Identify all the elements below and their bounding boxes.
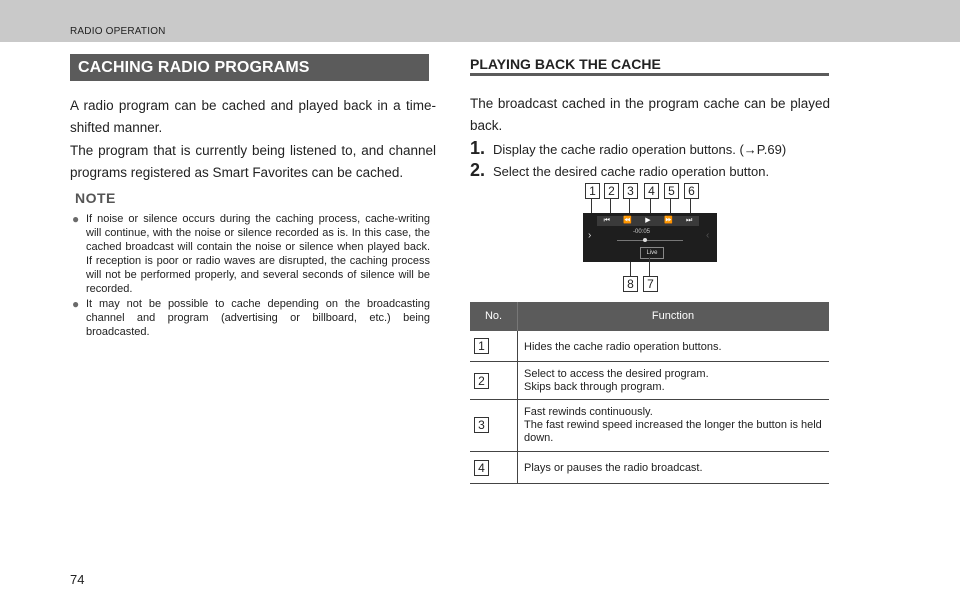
note-item [72, 212, 430, 296]
row-function [524, 400, 829, 445]
callout-2: 2 [604, 183, 619, 199]
row-function [524, 331, 829, 354]
table-header [470, 302, 829, 331]
intro-paragraph: A radio program can be cached and played back in a time-shifted manner. [70, 98, 436, 135]
progress-track [617, 240, 683, 241]
step-number: 2. [470, 160, 486, 180]
chevron-left-icon: ‹ [706, 230, 710, 241]
progress-handle [643, 238, 647, 242]
function-table [470, 302, 829, 484]
leader-line [630, 262, 631, 276]
col-no-header: No. [484, 310, 503, 322]
cache-control-bar [597, 216, 699, 226]
cache-intro: The broadcast cached in the program cache can be played back. [470, 96, 830, 133]
function-line: Skips back through program. [524, 381, 665, 393]
note-text: If noise or silence occurs during the caching process, cache-writing will continue, with the noise or silence recorded as is. In this case, the cached broadcast will contain the noise or silence when played back. If reception is poor or radio waves are disrupted, the caching process will not be performed properly, and several seconds of silence will be recorded. [86, 213, 430, 295]
play-icon: ▶ [645, 217, 651, 224]
callout-8: 8 [623, 276, 638, 292]
row-number: 3 [474, 417, 489, 433]
table-row [470, 400, 829, 452]
bullet-icon: ● [72, 297, 80, 311]
note-title: NOTE [75, 190, 116, 206]
row-function [524, 362, 829, 394]
skip-back-icon: ⏮ [603, 217, 610, 224]
col-function-header: Function [651, 310, 695, 322]
function-line: Fast rewinds continuously. [524, 406, 653, 418]
cache-screen-preview [583, 213, 717, 262]
function-line: Hides the cache radio operation buttons. [524, 341, 722, 353]
step-2 [470, 160, 769, 181]
table-row [470, 362, 829, 400]
row-number: 4 [474, 460, 489, 476]
row-no-cell [470, 452, 518, 483]
row-no-cell [470, 400, 518, 451]
leader-line [591, 199, 592, 213]
cache-paragraph: The program that is currently being listened to, and channel programs registered as Smart Favorites can be cached. [70, 143, 436, 180]
function-line: The fast rewind speed increased the longer the button is held down. [524, 419, 822, 444]
live-button: Live [640, 247, 664, 259]
page-number: 74 [70, 572, 85, 587]
leader-line [649, 257, 650, 276]
note-text: It may not be possible to cache depending on the broadcasting channel and program (advertising or billboard, etc.) being broadcasted. [86, 298, 430, 338]
table-row [470, 452, 829, 484]
row-number: 1 [474, 338, 489, 354]
rewind-icon: ⏪ [623, 217, 632, 224]
title-underline [470, 73, 829, 76]
callout-6: 6 [684, 183, 699, 199]
callout-4: 4 [644, 183, 659, 199]
function-line: Select to access the desired program. [524, 368, 709, 380]
skip-forward-icon: ⏭ [685, 217, 693, 224]
step-number: 1. [470, 138, 486, 158]
function-line: Plays or pauses the radio broadcast. [524, 462, 703, 474]
step-text: Display the cache radio operation buttons. (→P.69) [493, 142, 787, 157]
table-row [470, 331, 829, 362]
callout-1: 1 [585, 183, 600, 199]
subsection-title: PLAYING BACK THE CACHE [470, 56, 661, 72]
callout-7: 7 [643, 276, 658, 292]
row-no-cell [470, 331, 518, 361]
step-1 [470, 138, 786, 159]
section-title: CACHING RADIO PROGRAMS [78, 59, 310, 76]
bullet-icon: ● [72, 212, 80, 226]
note-item [72, 297, 430, 339]
chevron-right-icon: › [588, 230, 592, 241]
row-no-cell [470, 362, 518, 399]
time-readout: -00:05 [633, 229, 651, 235]
row-function [524, 452, 829, 475]
step-text: Select the desired cache radio operation button. [493, 164, 770, 179]
fast-forward-icon: ⏩ [663, 217, 673, 224]
callout-5: 5 [664, 183, 679, 199]
section-title-box [70, 54, 429, 81]
section-header: RADIO OPERATION [70, 26, 166, 37]
callout-3: 3 [623, 183, 638, 199]
row-number: 2 [474, 373, 489, 389]
